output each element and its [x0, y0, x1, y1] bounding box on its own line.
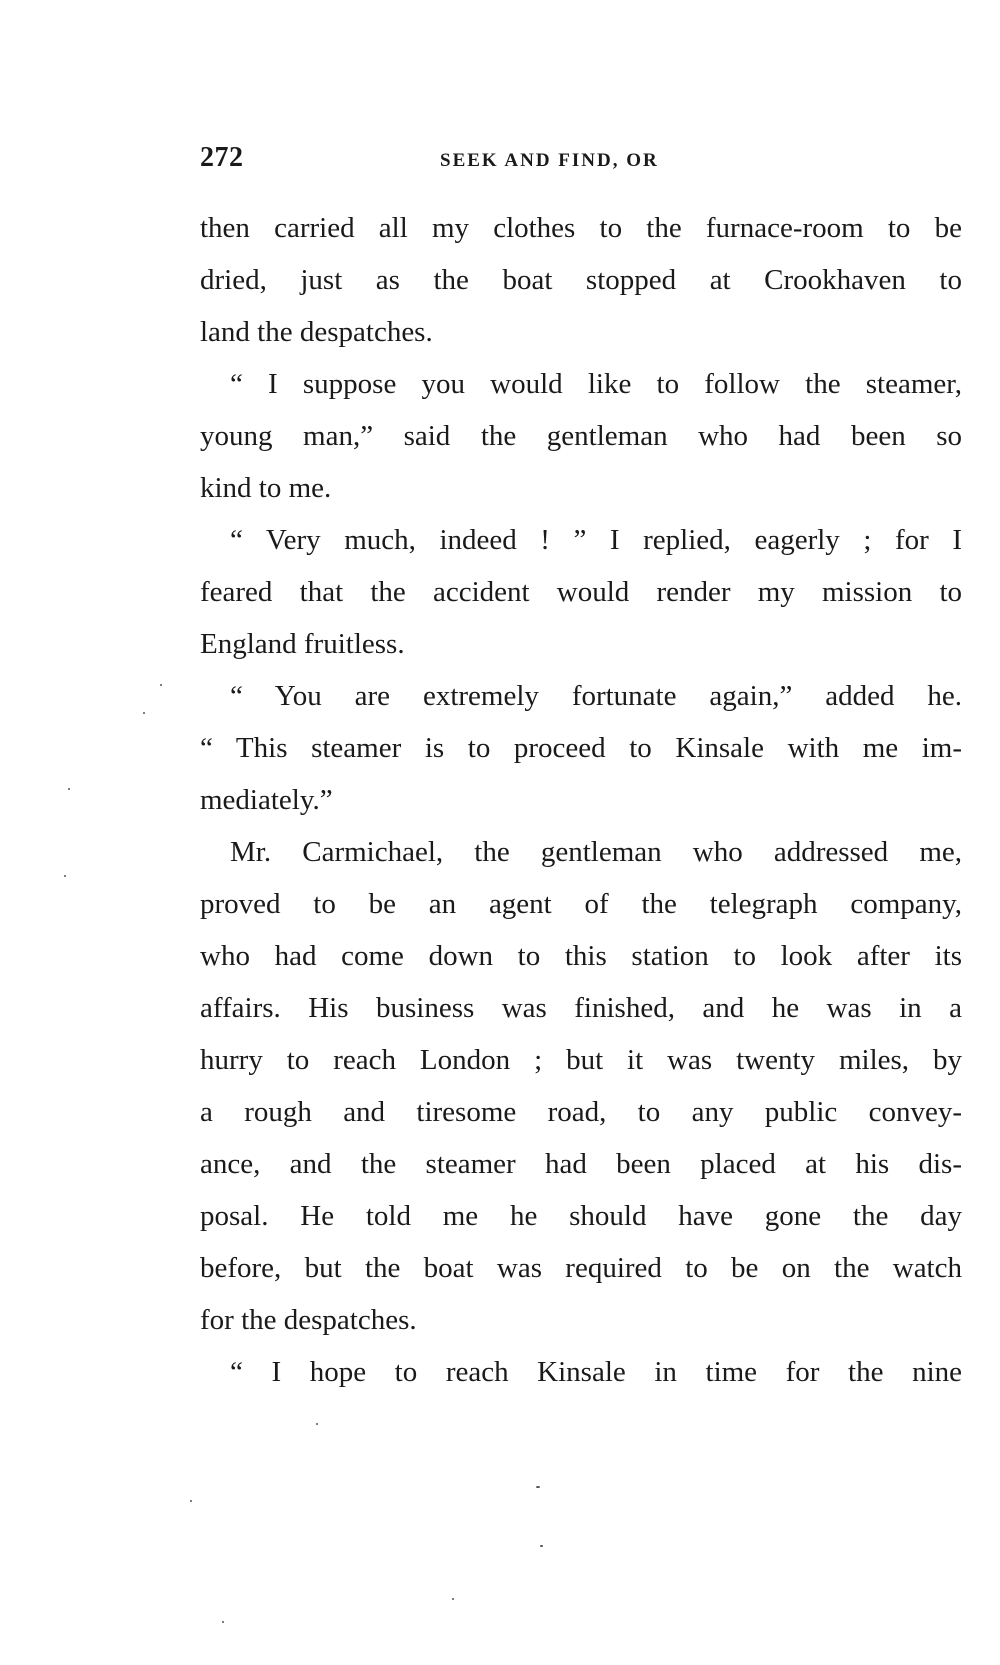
text-line: England fruitless. [200, 628, 405, 660]
text-line: hurry to reach London ; but it was twenty miles, by [200, 1044, 962, 1076]
text-line: land the despatches. [200, 316, 433, 348]
body-text [200, 202, 962, 1398]
text-line: “ You are extremely fortunate again,” added he. [230, 680, 962, 712]
text-line: for the despatches. [200, 1304, 417, 1336]
text-line: “ Very much, indeed ! ” I replied, eagerly ; for I [230, 524, 962, 556]
scan-speck [143, 712, 145, 714]
running-head [200, 142, 960, 182]
text-line: proved to be an agent of the telegraph company, [200, 888, 962, 920]
text-line: “ I hope to reach Kinsale in time for the nine [230, 1356, 962, 1388]
scan-speck [222, 1621, 224, 1623]
text-line: affairs. His business was finished, and he was in a [200, 992, 962, 1024]
text-line: mediately.” [200, 784, 333, 816]
text-line: kind to me. [200, 472, 332, 504]
scan-speck [316, 1423, 318, 1425]
text-line: Mr. Carmichael, the gentleman who addressed me, [230, 836, 962, 868]
text-line: dried, just as the boat stopped at Crookhaven to [200, 264, 962, 296]
text-line: a rough and tiresome road, to any public convey- [200, 1096, 962, 1128]
text-line: young man,” said the gentleman who had been so [200, 420, 962, 452]
scan-speck [190, 1500, 192, 1502]
text-line: “ I suppose you would like to follow the steamer, [230, 368, 962, 400]
text-line: “ This steamer is to proceed to Kinsale with me im- [200, 732, 962, 764]
running-title: SEEK AND FIND, OR [440, 150, 659, 171]
text-line: who had come down to this station to look after its [200, 940, 962, 972]
text-line: feared that the accident would render my mission to [200, 576, 962, 608]
text-line: before, but the boat was required to be on the watch [200, 1252, 962, 1284]
scan-speck [540, 1545, 543, 1547]
text-line: posal. He told me he should have gone the day [200, 1200, 962, 1232]
text-line: ance, and the steamer had been placed at his dis- [200, 1148, 962, 1180]
text-line: then carried all my clothes to the furnace-room to be [200, 212, 962, 244]
page-number: 272 [200, 142, 244, 173]
scan-speck [64, 875, 66, 877]
scan-speck [160, 684, 162, 686]
scan-speck [68, 788, 70, 790]
scan-speck [452, 1598, 454, 1600]
scan-speck [536, 1486, 540, 1488]
